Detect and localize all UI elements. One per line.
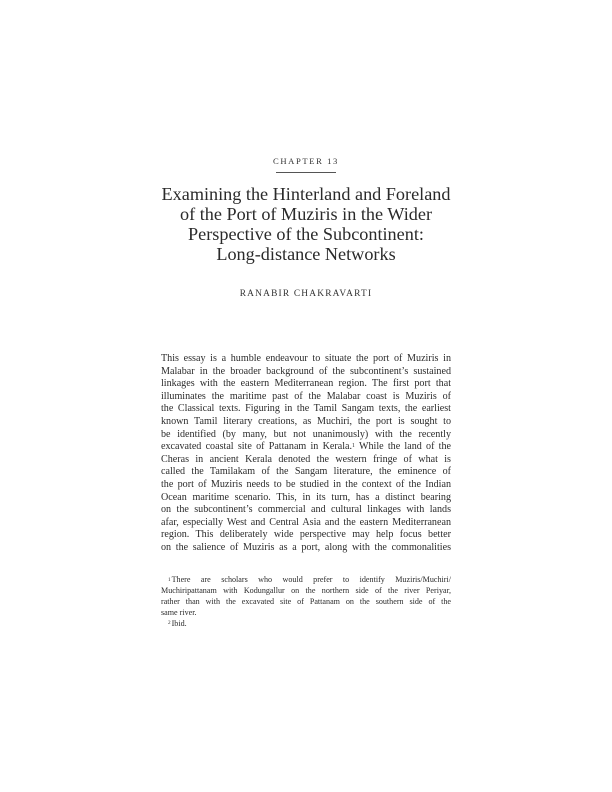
body-line-head: excavated coastal site of Pattanam in Kerala. [161,441,353,453]
body-line: the port of Muziris needs to be studied in the context of the Indian [161,478,451,490]
chapter-label: CHAPTER 13 [273,156,339,166]
body-line-tail: While the land of the [354,441,451,453]
title-line: Perspective of the Subcontinent: [188,224,424,244]
chapter-rule [276,172,336,173]
body-line: This essay is a humble endeavour to situate the port of Muziris in [161,353,451,364]
body-line: afar, especially West and Central Asia and the eastern Mediterranean [161,516,451,528]
body-line: on the salience of Muziris as a port, along with the commonalities [161,541,451,553]
footnote-1-line [161,575,451,586]
body-line: Malabar in the broader background of the subcontinent’s sustained [161,365,451,377]
body-line: known Tamil literary creations, as Muchiri, the port is sought to [161,415,451,427]
footnotes [161,575,451,629]
footnote-1-line: same river. [161,607,197,617]
footnote-1-line: Muchiripattanam with Kodungallur on the northern side of the river Periyar, [161,585,451,595]
footnote-1-text: There are scholars who would prefer to identify Muziris/Muchiri/ [171,575,451,584]
body-line: the Classical texts. Figuring in the Tamil Sangam texts, the earliest [161,403,451,415]
footnote-marker-1[interactable]: 1 [352,443,355,450]
body-line: region. This deliberately wide perspective may help focus better [161,529,451,541]
body-line: on the subcontinent’s commercial and cultural linkages with lands [161,504,451,516]
footnote-1-line: rather than with the excavated site of Pattanam on the southern side of the [161,596,451,606]
body-line: Cheras in ancient Kerala denoted the western fringe of what is [161,453,451,465]
body-line: linkages with the eastern Mediterranean region. The first port that [161,378,451,390]
body-line: Ocean maritime scenario. This, in its turn, has a distinct bearing [161,491,451,503]
title-line: Examining the Hinterland and Foreland [161,184,451,204]
body-text [161,353,451,555]
footnote-2-line [161,619,451,630]
footnote-2-number: 2 [168,620,171,627]
title-line: Long-distance Networks [216,244,396,264]
body-line: be identified (by many, but not unanimously) with the recently [161,428,451,440]
chapter-title [100,184,512,264]
body-line-with-footnote [161,441,451,454]
body-line: called the Tamilakam of the Sangam literature, the eminence of [161,466,451,478]
footnote-2-text: Ibid. [171,618,187,628]
body-line: illuminates the maritime past of the Malabar coast is Muziris of [161,390,451,402]
footnote-1-number: 1 [168,576,171,583]
title-line: of the Port of Muziris in the Wider [180,204,432,224]
author-name: RANABIR CHAKRAVARTI [239,289,373,299]
